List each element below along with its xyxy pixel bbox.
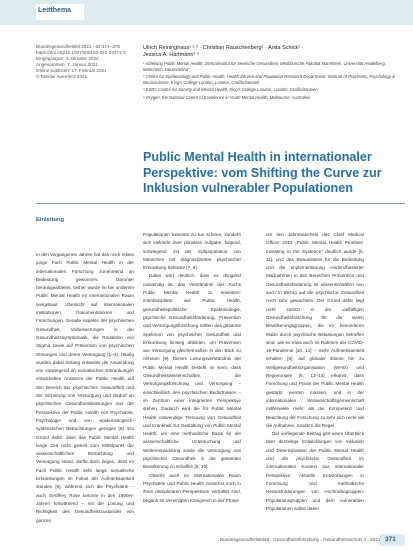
affiliation: ⁴ Orygen, the National Centre of Excellence in Youth Mental Health, Melbourne, Australien (143, 94, 311, 100)
author-line: Jessica A. Hartmann¹ ⁴ (143, 52, 200, 58)
paragraph: Dabei wird deutlich, dass es dringend notwendig ist, das Verständnis des Fachs Public Mental Health zu erweitern: interdisziplinär wie Public Health, gesundheitspolitische Epidemiologie, psychische Gesundheitsförderung, Prävention und Versorgungsforschung sollten das gesamte Spektrum von psychischer Gesundheit und Erkrankung hinweg abbilden, um Prävention wie Versorgung gleichermaßen in den Blick zu nehmen [9]. Dieses Leitungsverständnis der Public Mental Health besteht im Kern, dass Gesundheitswissenschaften, die Versorgungsforschung und Versorgung – einschließlich den psychischen Bedürfnissen – im Zentrum einer integrierten Perspektive stehen. Dadurch wird die für Public Mental Health notwendige Trennung von Gesundheit und Krankheit zur Gestaltung von Public Mental Health, um eine methodische Basis für die wissenschaftliche Untersuchung und Weiterentwicklung sowie die Versorgung von psychischer Gesundheit in der gesamten Bevölkerung zu schaffen [5, 10]. (143, 273, 241, 470)
paragraph: Der vorliegende Beitrag gibt einen Überblick über derzeitige Entwicklungen von Inklusion und Determinanten der Public Mental Health und die psychische Gesundheit im internationalen Kontext aus internationaler Perspektive. Aktuelle Entwicklungen in Forschung und methodische Herausforderungen von Hochrisikogruppen, Populationsgruppen und dem vulnerablen Populationen sollen dabei (266, 431, 364, 511)
author-list (143, 45, 403, 59)
affiliation: ² Centre for Epidemiology and Public Health, Health Service and Population Research Department, Institute of Psychiatry, Psychology & Neuroscience, King's College London, London, Großbritannien (143, 74, 395, 85)
article-metadata (36, 44, 136, 81)
affiliation: ¹ Abteilung Public Mental Health, Zentralinstitut für Seelische Gesundheit, Medizinische Fakultät Mannheim, Universität Heidelberg, Mannheim, Deutschland (143, 61, 386, 72)
body-column-2 (143, 231, 241, 505)
paragraph: um den Jahreswechsel des Chief Medical Officer 2013 „Public Mental Health Priorities: Investing in the Evidence“ deutlich wurde [5, 11], und das Bewusstsein für die Bedeutung und die Implementierung evidenzbasierter Maßnahmen in den Bereichen Prävention und Gesundheitsförderung ist wissenschaftlich nun auch in Bezug auf die psychische Gesundheit noch sehr gewachsen. Der Grund dafür liegt nicht zuletzt in der vielfältigen Gesundheitsforschung für die vielen Bevölkerungsgruppen, die im besonderen Maße durch psychische Belastungen betroffen sind, wie es etwa auch im Rahmen der COVID-19-Pandemie [10, 11] – mehr Aufmerksamkeit erhalten [6], auf globaler Ebene hin zu Weltgesundheitsorganisation (WHO) und Regierungen [8, 12–14] erkannt, dass Forschung und Praxis der Public Mental Health gestärkt werden müssen, und in der internationalen Wissenschaftsgemeinschaft mittlerweile mehr als die Kompetenz und Beachtung der Forschung zu sehr sich mehr als die Aufnahme, sondern die Regel. (266, 232, 364, 428)
affiliations (143, 61, 405, 103)
paragraph: In den vergangenen Jahren hat das noch relativ junge Fach Public Mental Health in der internationalen Forschung zunehmend an Bedeutung gewonnen. Darunter herausgearbeitet, bisher wurde im bei anderem Public Mental Health im internationalen Raum ausgebaut. Übersicht auf internationalen Institutionen, Dokumentationen und Forschungen. Gerade Aspekte der psychischen Gesundheit, Verbesserungen in der Gesundheitssymptomatik, die Reduktion von Stigma sowie auf Prävention von psychischen Störungen und deren Versorgung [1–4]. Häufig wurden dabei bislang entweder die Anwendung von vorwiegend an somatischen Erkrankungen entwickelten Ansätzen der Public Health auf den Bereich der psychischen Gesundheit und der Sicherung von Versorgung und Bedarf an psychischen Gesundheitsleistungen aus der Perspektive der Public Health von Psychiatrie, Psychologie und von epidemiologisch-systemischen Betrachtungen gezogen [5]. Ein Grund dafür, dass das Public Mental Health lange Zeit nicht gezielt zum Mittelpunkt der wissenschaftlichen Betrachtung und Versorgung stand, dürfte darin liegen, dass im Fach Public Health sehr lange somatische Erkrankungen im Fokus der Aufmerksamkeit standen [6], während sich die Psychiatrie – auch Geoffrey Rose betonte in den 1990er-Jahren fortwährend – mit der Lösung und Richtigkeit des Gesundheitszustandes von ganzen (36, 252, 134, 523)
citation: Bundesgesundheitsbl 2021 · 64:371–378 (36, 44, 120, 49)
doi-link[interactable]: https://doi.org/10.1007/s00103-021-03271-0 (36, 50, 126, 56)
body-column-3 (266, 231, 364, 513)
body-column-1 (36, 251, 134, 525)
page-number: 371 (385, 536, 396, 543)
author-line: Ulrich Reininghaus¹ ² ³ · Christian Rauschenberg¹ · Anita Schick¹ · (143, 45, 304, 51)
affiliation: ³ ESRC Centre for Society and Mental Health, King's College London, London, Großbritannien (143, 87, 318, 93)
divider (36, 203, 405, 204)
paragraph: Populationen bewusst zu tun scheue, sondern sich vielmehr ihrer primären Aufgabe, folgend, vorwiegend mit der Subpopulation von Menschen mit diagnostizierter psychischer Erkrankung befasste [7, 8]. (143, 232, 241, 271)
published-date: Online publiziert: 17. Februar 2021 (36, 68, 107, 74)
received-date: Eingegangen: 4. Oktober 2020 (36, 56, 99, 62)
accepted-date: Angenommen: 7. Januar 2021 (36, 62, 98, 68)
article-title: Public Mental Health in internationaler Perspektive: vom Shifting the Curve zur Inklusion vulnerabler Populationen (143, 150, 382, 195)
copyright: © Der/die Autor(en) 2021 (36, 74, 88, 80)
section-heading: Einleitung (36, 217, 65, 223)
journal-footer: Bundesgesundheitsblatt - Gesundheitsforschung - Gesundheitsschutz 4 · 2021 (220, 537, 381, 542)
section-label: Leitthema (38, 7, 72, 14)
paragraph: Obwohl auch im internationalen Raum Psychiatrie und Public Health zunächst noch in ihren disziplinären Perspektiven verhaftet sind, begann im Vereinigten Königreich in der Phase (143, 472, 241, 503)
